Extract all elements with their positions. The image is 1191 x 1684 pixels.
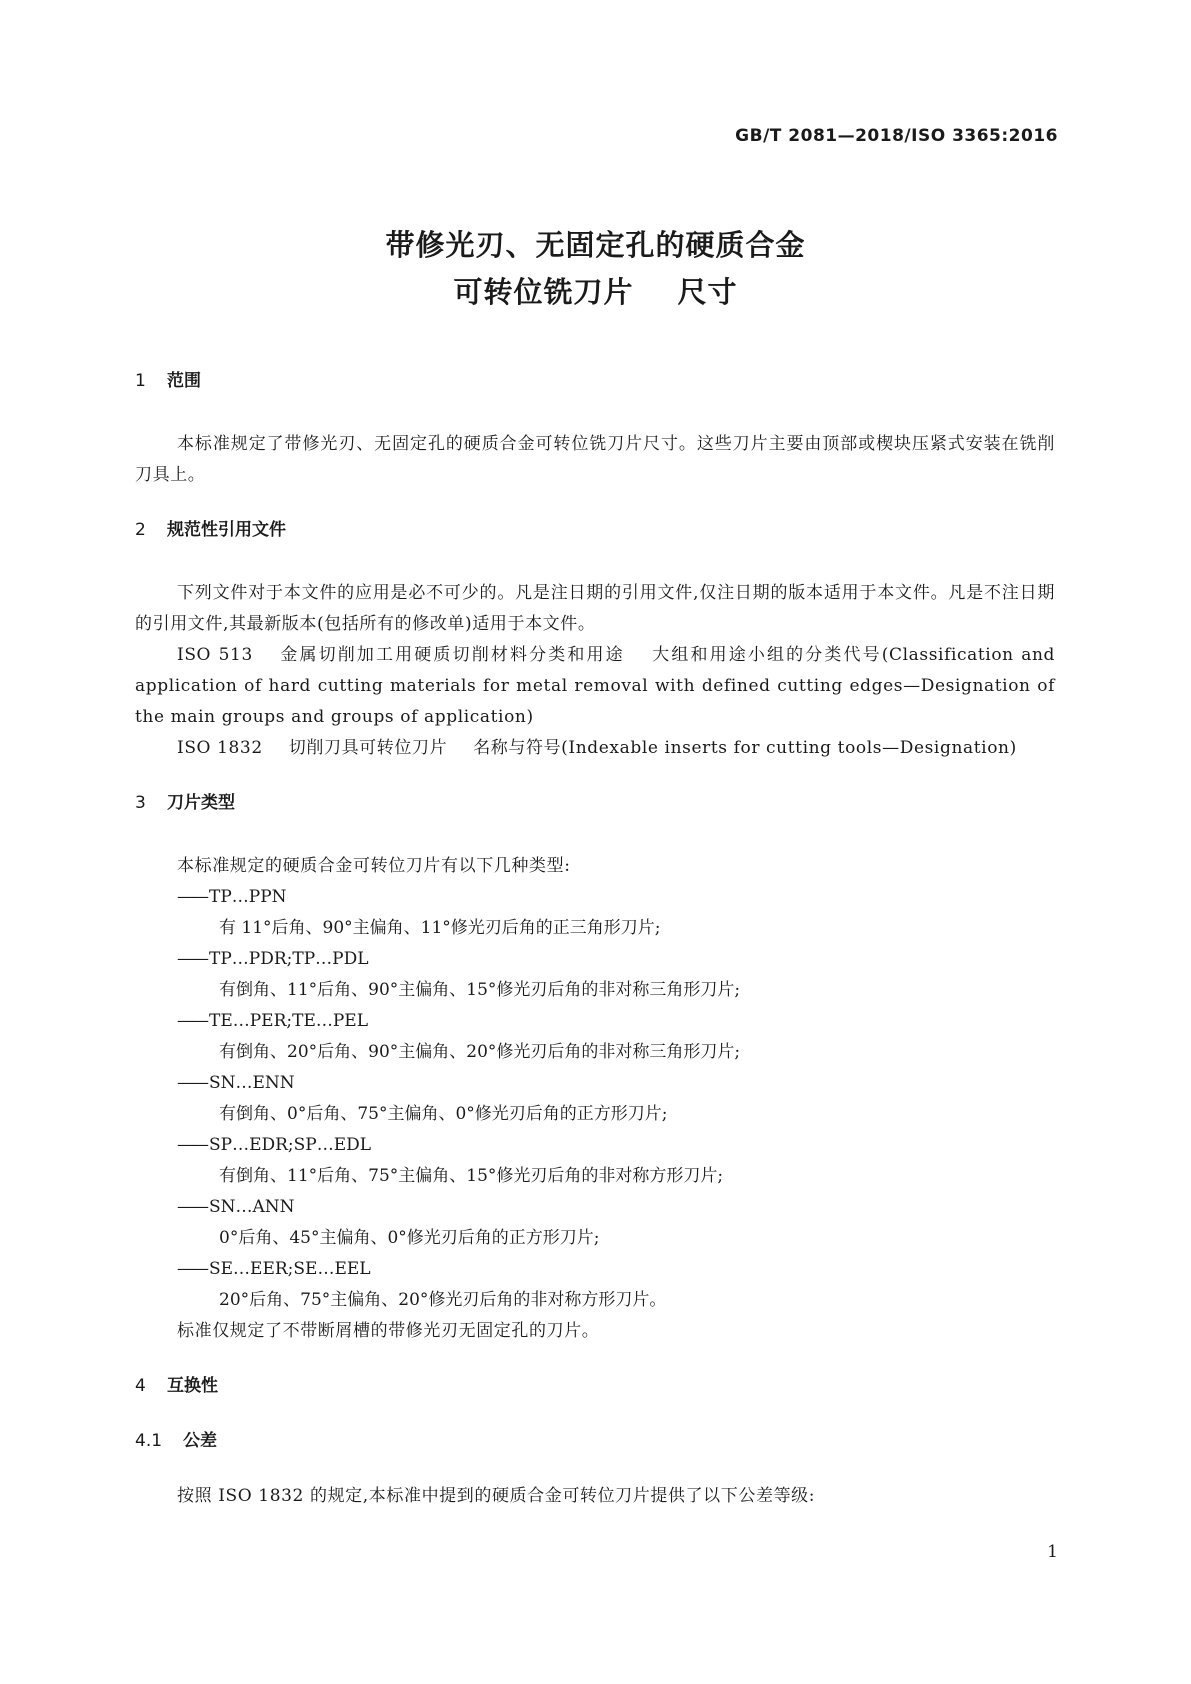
section-3-number: 3 [135, 793, 146, 813]
reference-1-title: 金属切削加工用硬质切削材料分类和用途 [278, 645, 625, 665]
reference-iso-513 [135, 640, 1055, 733]
section-4-heading [135, 1371, 1055, 1402]
title-line-2b: 尺寸 [677, 275, 738, 309]
section-3-closing: 标准仅规定了不带断屑槽的带修光刃无固定孔的刀片。 [177, 1321, 600, 1341]
reference-2-title-cont: 名称与符号(Indexable inserts for cutting tools—Designation) [473, 738, 1017, 758]
section-3-intro: 本标准规定的硬质合金可转位刀片有以下几种类型: [177, 856, 571, 876]
section-1-title: 范围 [167, 371, 201, 391]
insert-type-description: 20°后角、75°主偏角、20°修光刃后角的非对称方形刀片。 [219, 1290, 667, 1310]
title-line-1: 带修光刃、无固定孔的硬质合金 [385, 228, 806, 262]
section-4-number: 4 [135, 1376, 146, 1396]
section-4-title: 互换性 [167, 1376, 218, 1396]
insert-type-description: 有倒角、11°后角、75°主偏角、15°修光刃后角的非对称方形刀片; [219, 1166, 724, 1186]
section-4-1-heading [135, 1426, 1055, 1457]
insert-type-code: —— TP…PDR;TP…PDL [135, 944, 1055, 975]
title-line-2a: 可转位铣刀片 [453, 275, 634, 309]
insert-type-code: —— SP…EDR;SP…EDL [135, 1130, 1055, 1161]
section-2-title: 规范性引用文件 [167, 520, 286, 540]
insert-type-code: —— SN…ENN [135, 1068, 1055, 1099]
insert-type-description: 0°后角、45°主偏角、0°修光刃后角的正方形刀片; [219, 1228, 600, 1248]
document-title [0, 222, 1191, 316]
reference-2-title: 切削刀具可转位刀片 [288, 738, 448, 758]
section-3-title: 刀片类型 [167, 793, 235, 813]
insert-type-code: —— TP…PPN [135, 882, 1055, 913]
reference-iso-1832 [135, 733, 1055, 764]
insert-type-description: 有倒角、20°后角、90°主偏角、20°修光刃后角的非对称三角形刀片; [219, 1042, 741, 1062]
title-line-2 [0, 269, 1191, 316]
reference-1-code: ISO 513 [177, 645, 253, 665]
section-1-text: 本标准规定了带修光刃、无固定孔的硬质合金可转位铣刀片尺寸。这些刀片主要由顶部或楔块压紧式安装在铣削刀具上。 [135, 434, 1055, 485]
section-2-text: 下列文件对于本文件的应用是必不可少的。凡是注日期的引用文件,仅注日期的版本适用于本文件。凡是不注日期的引用文件,其最新版本(包括所有的修改单)适用于本文件。 [135, 583, 1055, 634]
section-4-1-title: 公差 [183, 1431, 217, 1451]
section-1-heading [135, 366, 1055, 397]
section-1-number: 1 [135, 371, 146, 391]
insert-type-description: 有倒角、11°后角、90°主偏角、15°修光刃后角的非对称三角形刀片; [219, 980, 741, 1000]
insert-type-code: —— SE…EER;SE…EEL [135, 1254, 1055, 1285]
section-4-1-number: 4.1 [135, 1431, 163, 1451]
insert-type-description: 有 11°后角、90°主偏角、11°修光刃后角的正三角形刀片; [219, 918, 661, 938]
insert-type-description: 有倒角、0°后角、75°主偏角、0°修光刃后角的正方形刀片; [219, 1104, 668, 1124]
insert-type-code: —— SN…ANN [135, 1192, 1055, 1223]
reference-2-code: ISO 1832 [177, 738, 263, 758]
page-number: 1 [1047, 1542, 1058, 1562]
reference-1-title-cont: 大组和用途小组的分类代号(Classification and application of hard cutting materials for metal removal with defined cutting edges—Designation of the main groups and groups of application) [135, 645, 1056, 727]
standard-code-header: GB/T 2081—2018/ISO 3365:2016 [735, 126, 1058, 146]
section-3-heading [135, 788, 1055, 819]
insert-type-code: —— TE…PER;TE…PEL [135, 1006, 1055, 1037]
section-2-heading [135, 515, 1055, 546]
section-2-number: 2 [135, 520, 146, 540]
document-body [135, 366, 1055, 1512]
section-4-1-text: 按照 ISO 1832 的规定,本标准中提到的硬质合金可转位刀片提供了以下公差等级: [177, 1486, 816, 1506]
